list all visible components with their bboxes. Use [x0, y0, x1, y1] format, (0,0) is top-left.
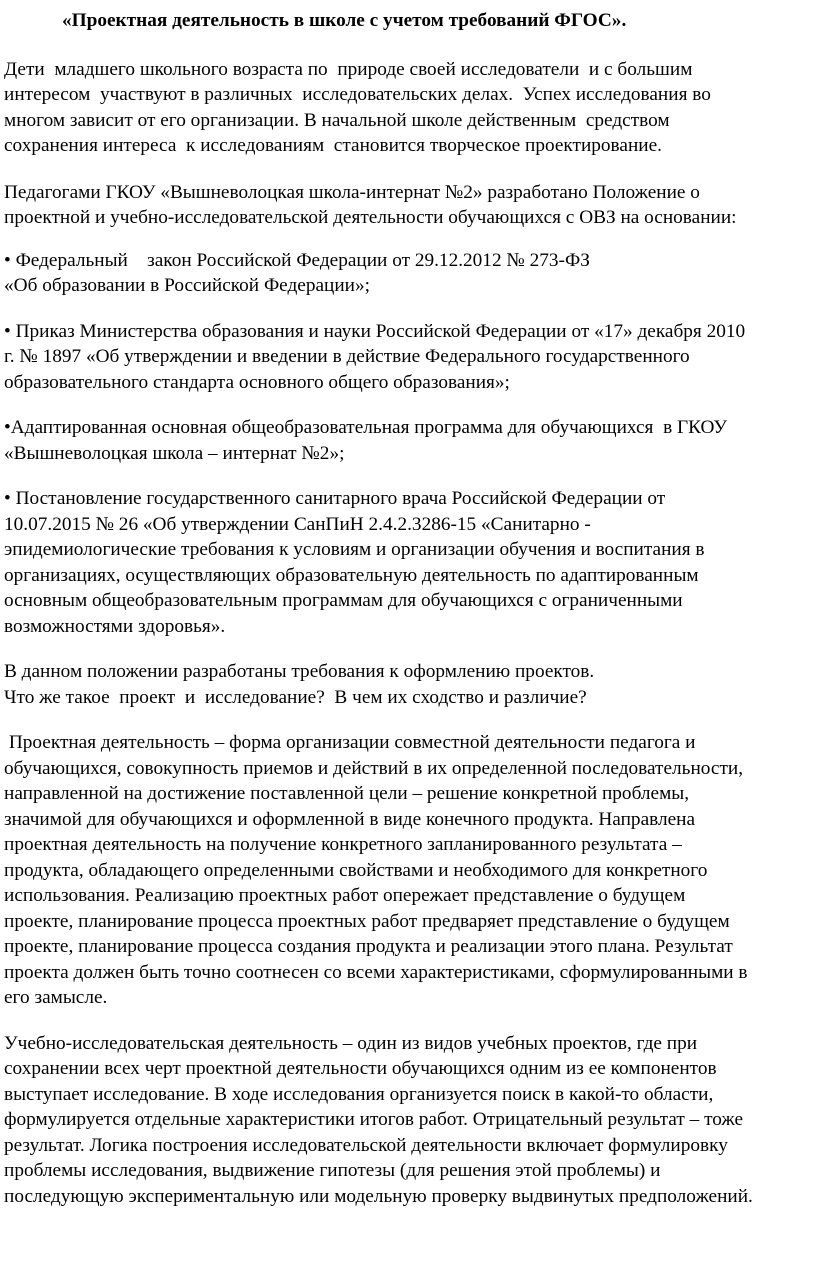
- intro-paragraph: Дети младшего школьного возраста по природе своей исследователи и с большим интересом участвуют в различных исследовательских делах. Успех исследования во многом зависит от его организации. В начальной школе действенным средством сохранения интереса к исследованиям становится творческое проектирование.: [4, 58, 711, 156]
- list-item-federal-law: • Федеральный закон Российской Федерации от 29.12.2012 № 273-ФЗ «Об образовании в Российской Федерации»;: [4, 249, 590, 296]
- list-item-ministry-order: • Приказ Министерства образования и науки Российской Федерации от «17» декабря 2010 г. № 1897 «Об утверждении и введении в действие Федерального государственного образовательного стандарта основного общего образования»;: [4, 320, 746, 393]
- list-item-sanpin-resolution: • Постановление государственного санитарного врача Российской Федерации от 10.07.2015 № 26 «Об утверждении СанПиН 2.4.2.3286-15 «Санитарно - эпидемиологические требования к условиям и организации обучения и воспитания в организациях, осуществляющих образовательную деятельность по адаптированным основным общеобразовательным программам для обучающихся с ограниченными возможностями здоровья».: [4, 488, 705, 637]
- document-title: «Проектная деятельность в школе с учетом требований ФГОС».: [62, 10, 627, 31]
- project-activity-paragraph: Проектная деятельность – форма организации совместной деятельности педагога и обучающихся, совокупность приемов и действий в их определенной последовательности, направленной на достижение поставленной цели – решение конкретной проблемы, значимой для обучающихся и оформленной в виде конечного продукта. Направлена проектная деятельность на получение конкретного запланированного результата – продукта, обладающего определенными свойствами и необходимого для конкретного использования. Реализацию проектных работ опережает представление о будущем проекте, планирование процесса проектных работ предваряет представление о будущем проекте, планирование процесса создания продукта и реализации этого плана. Результат проекта должен быть точно соотнесен со всеми характеристиками, сформулированными в его замысле.: [4, 732, 748, 1008]
- research-activity-paragraph: Учебно-исследовательская деятельность – один из видов учебных проектов, где при сохранении всех черт проектной деятельности обучающихся одним из ее компонентов выступает исследование. В ходе исследования организуется поиск в какой-то области, формулируется отдельные характеристики итогов работ. Отрицательный результат – тоже результат. Логика построения исследовательской деятельности включает формулировку проблемы исследования, выдвижение гипотезы (для решения этой проблемы) и последующую экспериментальную или модельную проверку выдвинутых предположений.: [4, 1032, 753, 1207]
- regulation-basis-paragraph: Педагогами ГКОУ «Вышневолоцкая школа-интернат №2» разработано Положение о проектной и учебно-исследовательской деятельности обучающихся с ОВЗ на основании:: [4, 181, 737, 228]
- list-item-adapted-program: •Адаптированная основная общеобразовательная программа для обучающихся в ГКОУ «Вышневолоцкая школа – интернат №2»;: [4, 417, 728, 464]
- questions-paragraph: В данном положении разработаны требования к оформлению проектов. Что же такое проект и исследование? В чем их сходство и различие?: [4, 661, 595, 708]
